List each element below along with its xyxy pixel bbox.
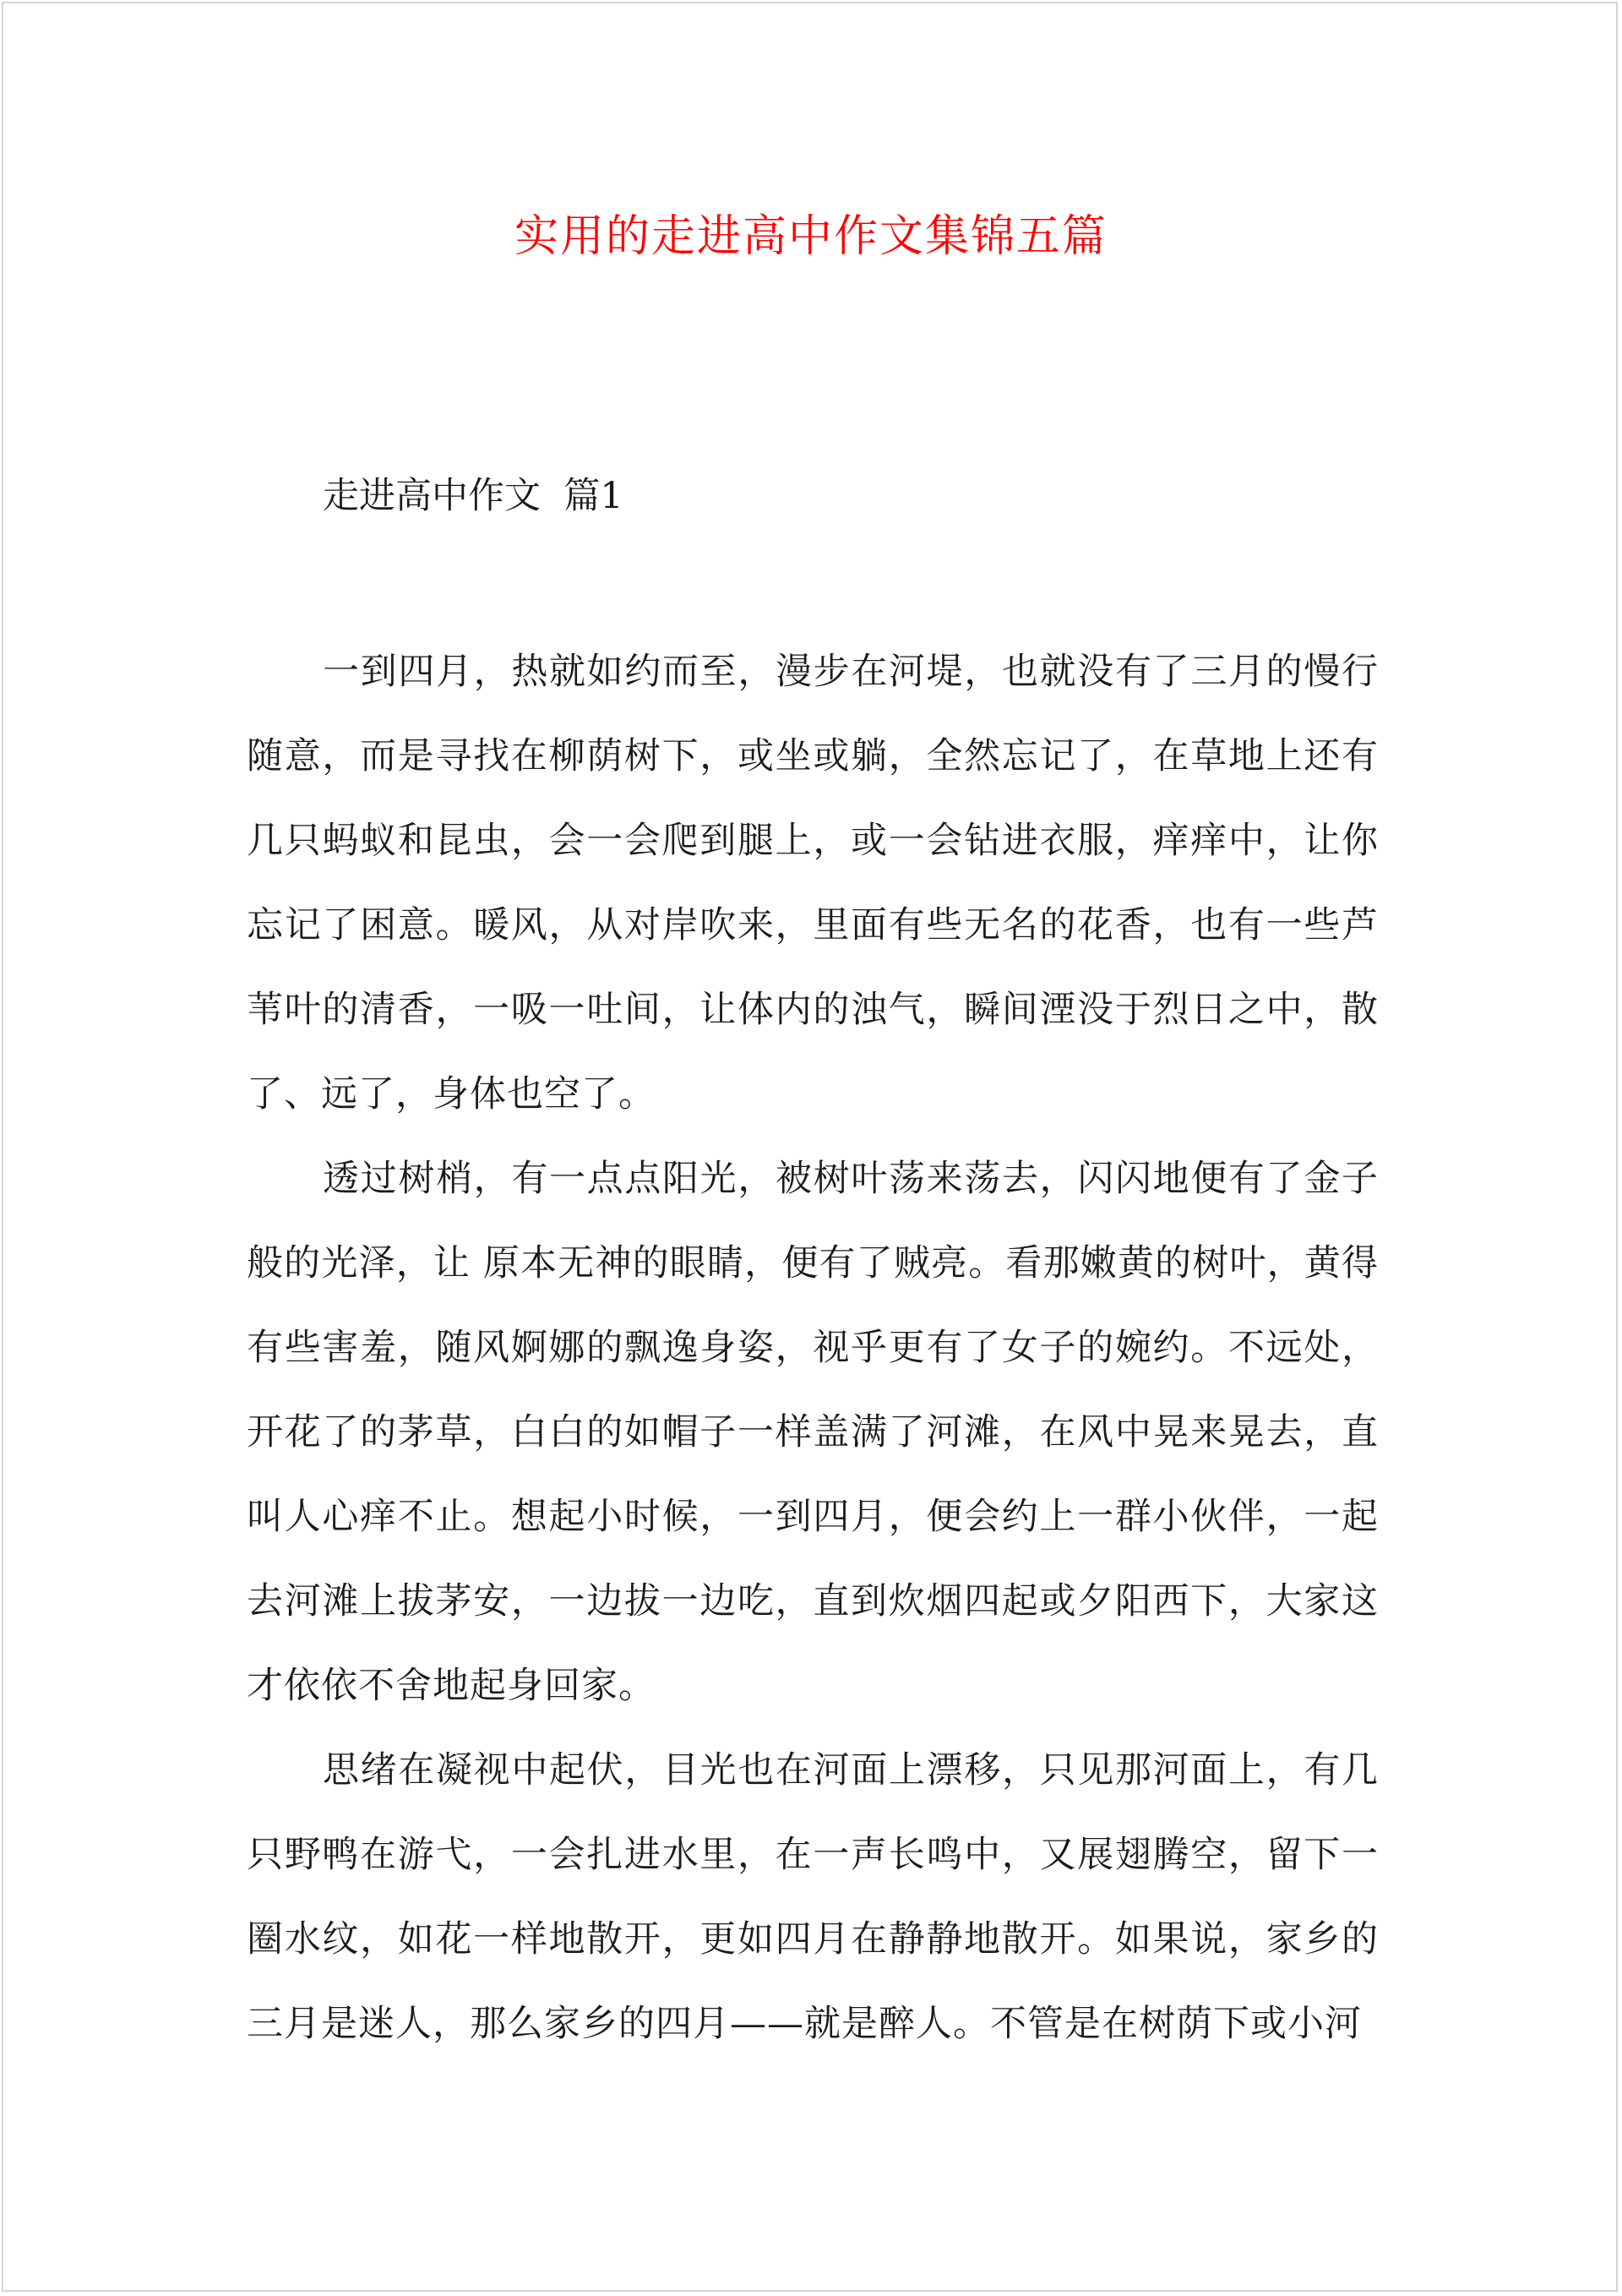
document-title: 实用的走进高中作文集锦五篇 xyxy=(514,211,1108,262)
paragraph-1: 一到四月，热就如约而至，漫步在河堤，也就没有了三月的慢行随意，而是寻找在柳荫树下，或坐或躺，全然忘记了，在草地上还有几只蚂蚁和昆虫，会一会爬到腿上，或一会钻进衣服，痒痒中，让你忘记了困意。暖风，从对岸吹来，里面有些无名的花香，也有一些芦苇叶的清香，一吸一吐间，让体内的浊气，瞬间湮没于烈日之中，散了、远了，身体也空了。 xyxy=(247,651,1379,1115)
paragraph-3: 思绪在凝视中起伏，目光也在河面上漂移，只见那河面上，有几只野鸭在游弋，一会扎进水里，在一声长鸣中，又展翅腾空，留下一圈水纹，如花一样地散开，更如四月在静静地散开。如果说，家乡的三月是迷人，那么家乡的四月——就是醉人。不管是在树荫下或小河 xyxy=(247,1749,1379,2045)
section-heading: 走进高中作文 篇1 xyxy=(323,475,623,517)
paragraph-2: 透过树梢，有一点点阳光，被树叶荡来荡去，闪闪地便有了金子般的光泽，让 原本无神的眼睛，便有了贼亮。看那嫩黄的树叶，黄得有些害羞，随风婀娜的飘逸身姿，视乎更有了女子的婉约。不远处，开花了的茅草，白白的如帽子一样盖满了河滩，在风中晃来晃去，直叫人心痒不止。想起小时候，一到四月，便会约上一群小伙伴，一起去河滩上拔茅安，一边拔一边吃，直到炊烟四起或夕阳西下，大家这才依依不舍地起身回家。 xyxy=(247,1158,1379,1707)
article-body xyxy=(247,630,1379,2066)
